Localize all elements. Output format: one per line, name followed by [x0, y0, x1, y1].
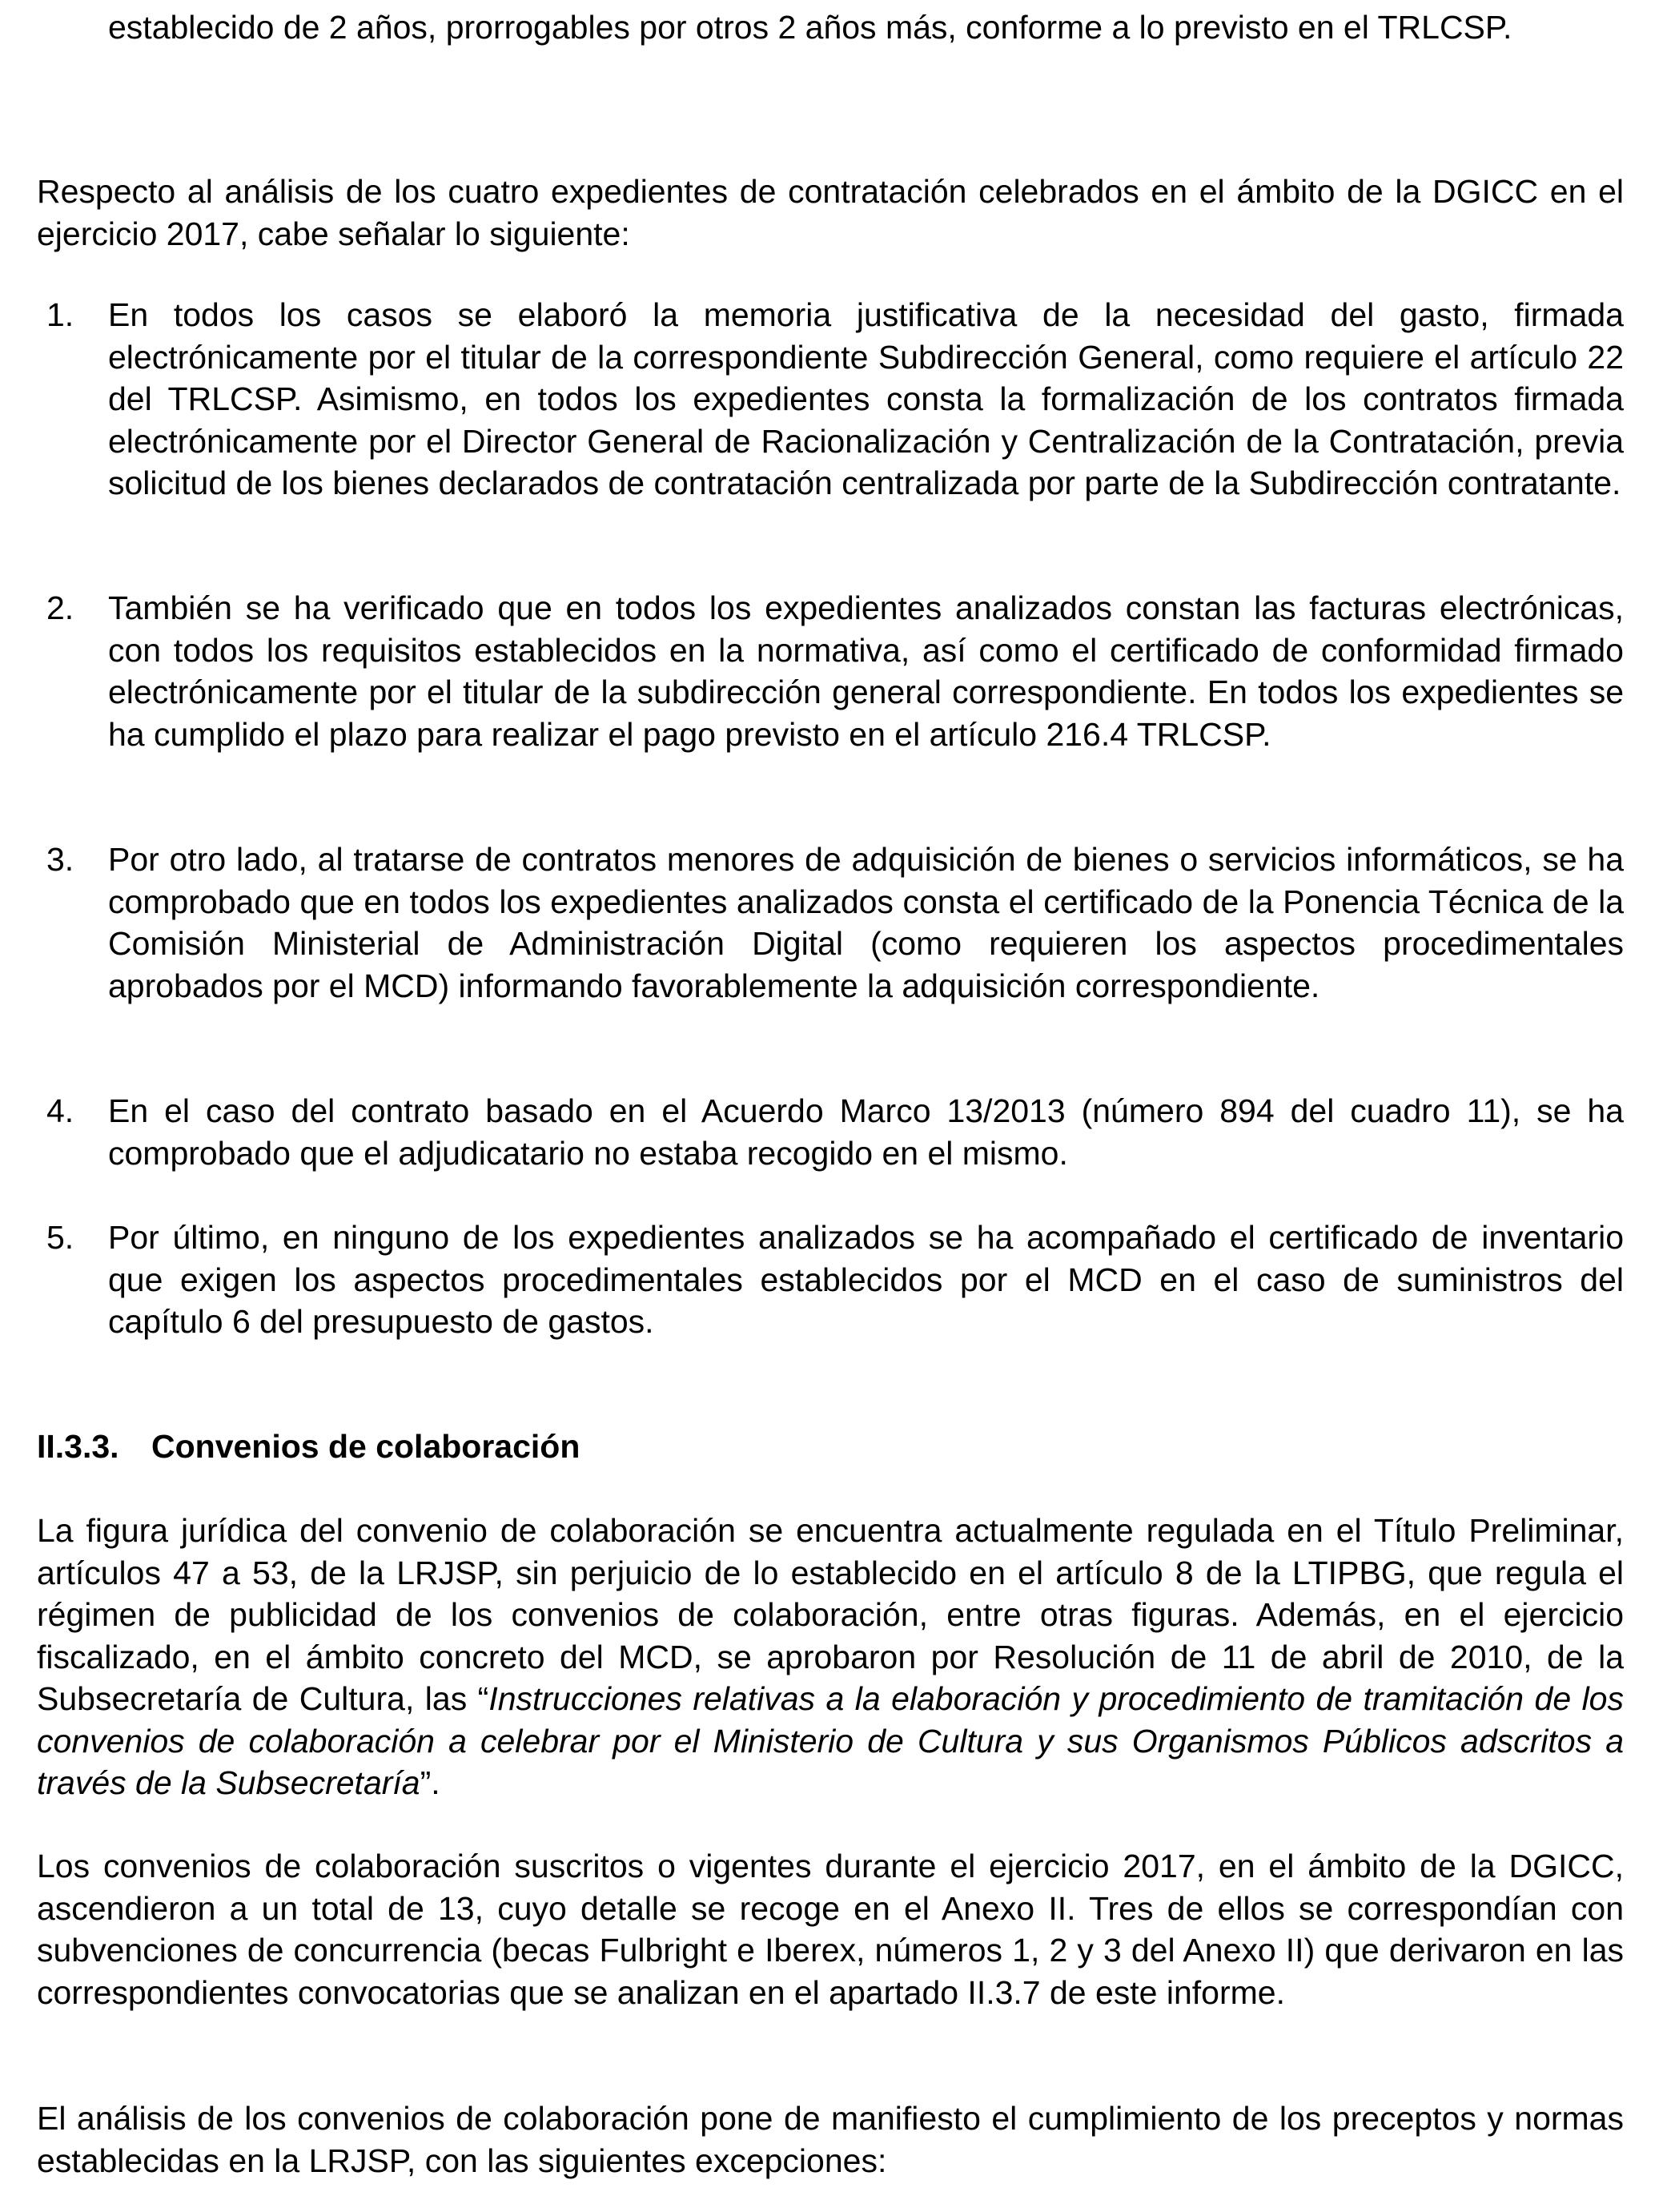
- italic-title: Instrucciones relativas a la elaboración y procedimiento de tramitación de los convenios de colaboración a celebrar por el Ministerio de Cultura y sus Organismos Públicos adscritos a través de la Subsecretaría: [37, 1680, 1624, 1801]
- section-title: Convenios de colaboración: [151, 1428, 580, 1465]
- section-heading: [37, 1426, 1624, 1468]
- findings-list: [37, 294, 1624, 505]
- list-item-text: También se ha verificado que en todos los expedientes analizados constan las facturas electrónicas, con todos los requisitos establecidos en la normativa, así como el certificado de conformidad firmado electrónicamente por el titular de la subdirección general correspondiente. En todos los expedientes se ha cumplido el plazo para realizar el pago previsto en el artículo 216.4 TRLCSP.: [108, 589, 1624, 753]
- list-item-number: 3.: [46, 841, 74, 878]
- analysis-intro: Respecto al análisis de los cuatro expedientes de contratación celebrados en el ámbito de la DGICC en el ejercicio 2017, cabe señalar lo siguiente:: [37, 173, 1624, 252]
- list-item: [37, 294, 1624, 505]
- paragraph-convenios: Los convenios de colaboración suscritos o vigentes durante el ejercicio 2017, en el ámbito de la DGICC, ascendieron a un total de 13, cuyo detalle se recoge en el Anexo II. Tres de ellos se correspondían con subvenciones de concurrencia (becas Fulbright e Iberex, números 1, 2 y 3 del Anexo II) que derivaron en las correspondientes convocatorias que se analizan en el apartado II.3.7 de este informe.: [37, 1848, 1624, 2011]
- list-item-text: Por otro lado, al tratarse de contratos menores de adquisición de bienes o servicios informáticos, se ha comprobado que en todos los expedientes analizados consta el certificado de la Ponencia Técnica de la Comisión Ministerial de Administración Digital (como requieren los aspectos procedimentales aprobados por el MCD) informando favorablemente la adquisición correspondiente.: [108, 841, 1624, 1004]
- findings-list: [37, 587, 1624, 755]
- list-item-text: En todos los casos se elaboró la memoria justificativa de la necesidad del gasto, firmada electrónicamente por el titular de la correspondiente Subdirección General, como requiere el artículo 22 del TRLCSP. Asimismo, en todos los expedientes consta la formalización de los contratos firmada electrónicamente por el Director General de Racionalización y Centralización de la Contratación, previa solicitud de los bienes declarados de contratación centralizada por parte de la Subdirección contratante.: [108, 296, 1624, 501]
- list-item: [37, 1217, 1624, 1343]
- list-item-number: 1.: [46, 296, 74, 333]
- paragraph-text: La figura jurídica del convenio de colaboración se encuentra actualmente regulada en el Título Preliminar, artículos 47 a 53, de la LRJSP, sin perjuicio de lo establecido en el artículo 8 de la LTIPBG, que regula el régimen de publicidad de los convenios de colaboración, entre otras figuras. Además, en el ejercicio fiscalizado, en el ámbito concreto del MCD, se aprobaron por Resolución de 11 de abril de 2010, de la Subsecretaría de Cultura, las “: [37, 1512, 1624, 1717]
- findings-list: [37, 1090, 1624, 1174]
- findings-list: [37, 1217, 1624, 1343]
- list-item-number: 5.: [46, 1219, 74, 1256]
- section-number: II.3.3.: [37, 1428, 119, 1465]
- intro-continuation: establecido de 2 años, prorrogables por otros 2 años más, conforme a lo previsto en el TRLCSP.: [108, 9, 1512, 46]
- list-item-text: En el caso del contrato basado en el Acuerdo Marco 13/2013 (número 894 del cuadro 11), se ha comprobado que el adjudicatario no estaba recogido en el mismo.: [108, 1092, 1624, 1172]
- findings-list: [37, 839, 1624, 1007]
- list-item: [37, 587, 1624, 755]
- list-item-number: 2.: [46, 589, 74, 626]
- list-item: [37, 839, 1624, 1007]
- list-item-number: 4.: [46, 1092, 74, 1129]
- list-item: [37, 1090, 1624, 1174]
- list-item-text: Por último, en ninguno de los expedientes analizados se ha acompañado el certificado de inventario que exigen los aspectos procedimentales establecidos por el MCD en el caso de suministros del capítulo 6 del presupuesto de gastos.: [108, 1219, 1624, 1340]
- paragraph-analisis: El análisis de los convenios de colaboración pone de manifiesto el cumplimiento de los preceptos y normas establecidas en la LRJSP, con las siguientes excepciones:: [37, 2100, 1624, 2179]
- paragraph-figura-juridica: [37, 1510, 1624, 1804]
- paragraph-text: ”.: [420, 1764, 440, 1801]
